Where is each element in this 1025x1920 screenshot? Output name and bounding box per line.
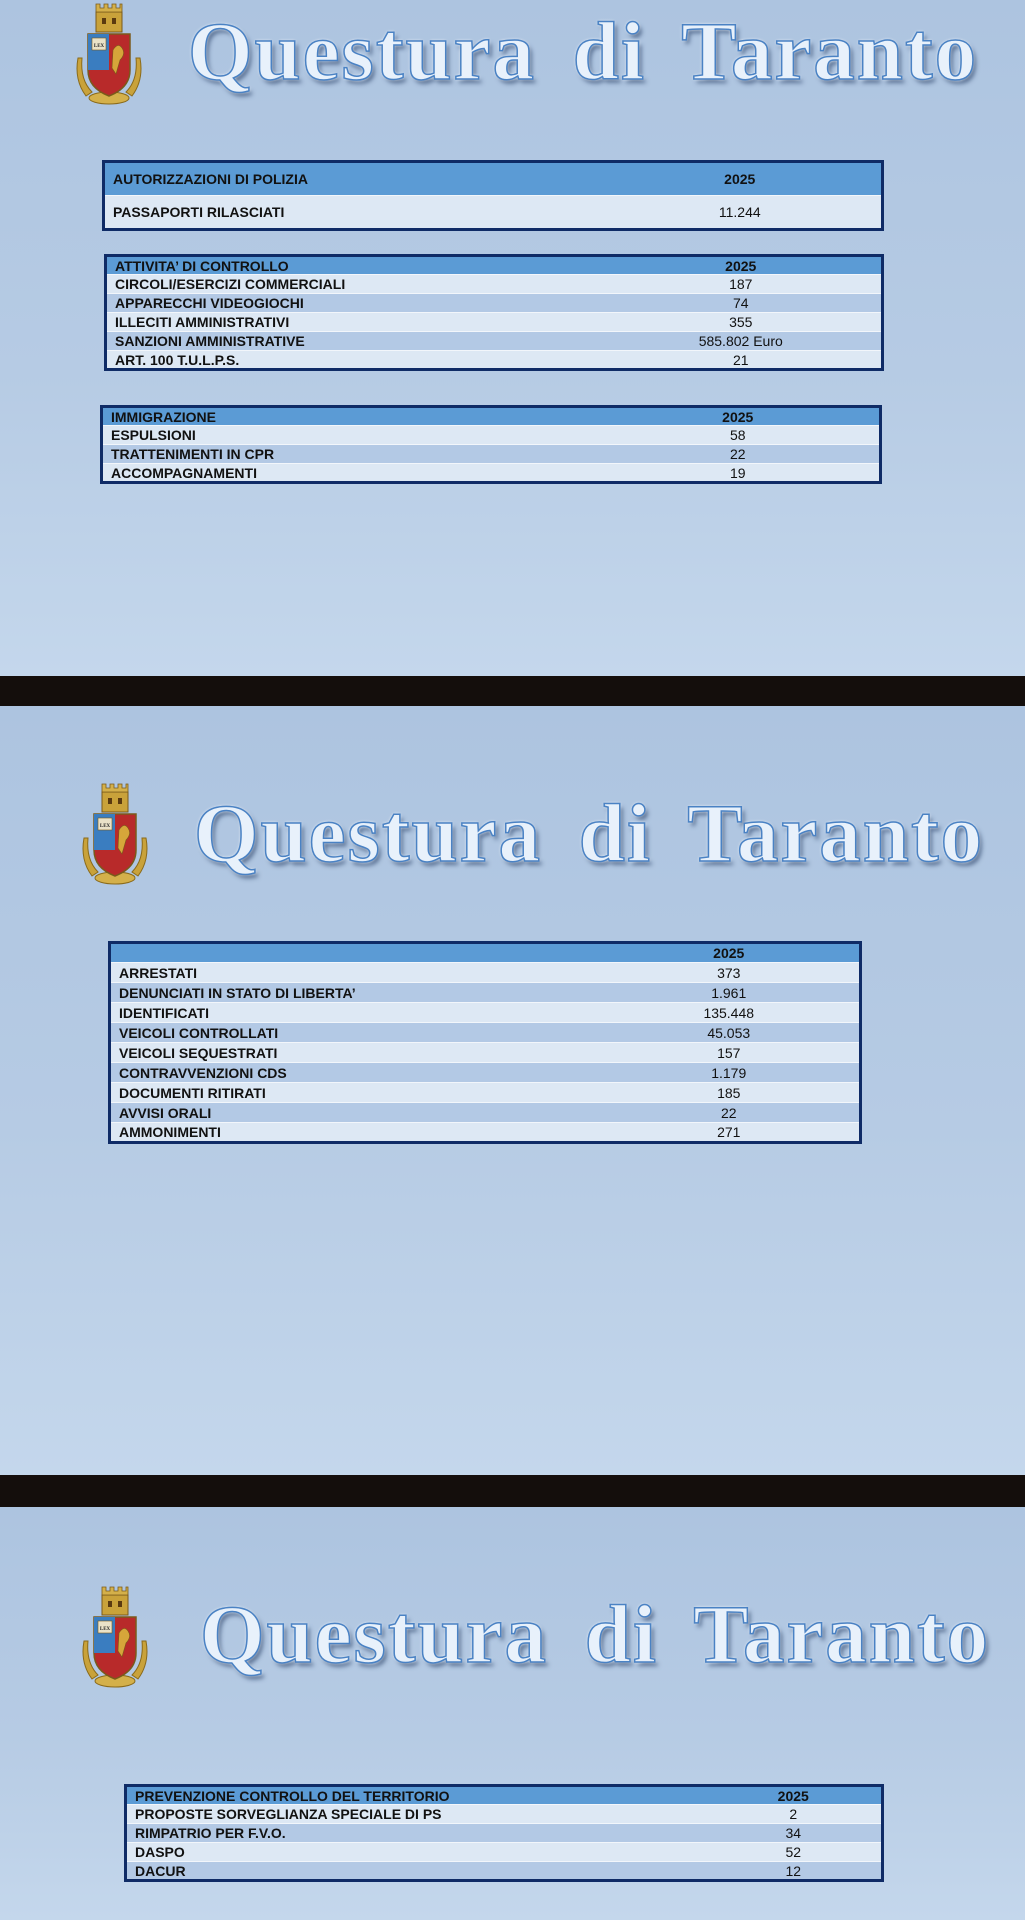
row-label: IDENTIFICATI [110,1003,599,1023]
row-label: DENUNCIATI IN STATO DI LIBERTA’ [110,983,599,1003]
table-row [102,464,881,483]
row-value: 19 [597,464,881,483]
row-value: 185 [599,1083,861,1103]
row-label: ILLECITI AMMINISTRATIVI [106,313,601,332]
police-coat-of-arms-icon [72,780,158,888]
table-header [126,1786,883,1805]
table-header [102,407,881,426]
table-row [110,1043,861,1063]
row-label: DACUR [126,1862,706,1881]
table-row [110,983,861,1003]
table-row [110,1023,861,1043]
row-value: 373 [599,963,861,983]
table-row [106,332,883,351]
table-row [106,313,883,332]
row-label: DOCUMENTI RITIRATI [110,1083,599,1103]
row-value: 74 [601,294,883,313]
row-label: ATTIVITA’ DI CONTROLLO [106,256,601,275]
row-value: 2025 [597,407,881,426]
row-label: PREVENZIONE CONTROLLO DEL TERRITORIO [126,1786,706,1805]
svg-text:LEX: LEX [99,1627,111,1632]
slide-2 [0,706,1025,1475]
row-value: 2025 [706,1786,883,1805]
row-label: CONTRAVVENZIONI CDS [110,1063,599,1083]
row-label: ARRESTATI [110,963,599,983]
row-label: APPARECCHI VIDEOGIOCHI [106,294,601,313]
page-title: Questura di Taranto [200,1588,991,1680]
table-header [106,256,883,275]
row-label: VEICOLI SEQUESTRATI [110,1043,599,1063]
row-label: AMMONIMENTI [110,1123,599,1143]
row-label: ACCOMPAGNAMENTI [102,464,597,483]
svg-text:LEX: LEX [99,824,111,829]
table-row [126,1843,883,1862]
row-label: AUTORIZZAZIONI DI POLIZIA [104,162,599,196]
table-row [126,1862,883,1881]
police-coat-of-arms-icon [66,0,152,108]
row-value: 135.448 [599,1003,861,1023]
row-value: 58 [597,426,881,445]
slide-3 [0,1507,1025,1920]
row-value: 22 [597,445,881,464]
table-row [126,1824,883,1843]
row-value: 157 [599,1043,861,1063]
row-label: IMMIGRAZIONE [102,407,597,426]
table-row [104,196,883,230]
row-label: TRATTENIMENTI IN CPR [102,445,597,464]
svg-text:LEX: LEX [93,44,105,49]
table-row [110,1123,861,1143]
table-row [110,1103,861,1123]
row-label: PROPOSTE SORVEGLIANZA SPECIALE DI PS [126,1805,706,1824]
page-title: Questura di Taranto [194,787,985,879]
row-label: CIRCOLI/ESERCIZI COMMERCIALI [106,275,601,294]
attivita-controllo-table [104,254,884,371]
row-label [110,943,599,963]
row-label: ART. 100 T.U.L.P.S. [106,351,601,370]
row-value: 2025 [599,162,883,196]
row-value: 1.961 [599,983,861,1003]
row-value: 21 [601,351,883,370]
table-row [106,275,883,294]
row-value: 12 [706,1862,883,1881]
autorizzazioni-table [102,160,884,231]
row-label: ESPULSIONI [102,426,597,445]
table-row [110,1083,861,1103]
table-header [104,162,883,196]
operativita-table [108,941,862,1144]
table-header [110,943,861,963]
immigrazione-table [100,405,882,484]
prevenzione-table [124,1784,884,1882]
row-value: 34 [706,1824,883,1843]
slide-1 [0,0,1025,676]
row-value: 1.179 [599,1063,861,1083]
row-value: 52 [706,1843,883,1862]
row-label: RIMPATRIO PER F.V.O. [126,1824,706,1843]
table-row [102,426,881,445]
row-value: 2 [706,1805,883,1824]
table-row [110,963,861,983]
row-label: AVVISI ORALI [110,1103,599,1123]
row-value: 187 [601,275,883,294]
row-label: DASPO [126,1843,706,1862]
row-value: 271 [599,1123,861,1143]
police-coat-of-arms-icon [72,1583,158,1691]
table-row [102,445,881,464]
table-row [110,1003,861,1023]
table-row [106,351,883,370]
table-row [106,294,883,313]
row-value: 585.802 Euro [601,332,883,351]
row-label: PASSAPORTI RILASCIATI [104,196,599,230]
table-row [110,1063,861,1083]
row-value: 45.053 [599,1023,861,1043]
row-label: VEICOLI CONTROLLATI [110,1023,599,1043]
row-value: 355 [601,313,883,332]
row-value: 2025 [601,256,883,275]
page-title: Questura di Taranto [188,5,979,97]
row-value: 2025 [599,943,861,963]
table-row [126,1805,883,1824]
row-label: SANZIONI AMMINISTRATIVE [106,332,601,351]
row-value: 22 [599,1103,861,1123]
row-value: 11.244 [599,196,883,230]
